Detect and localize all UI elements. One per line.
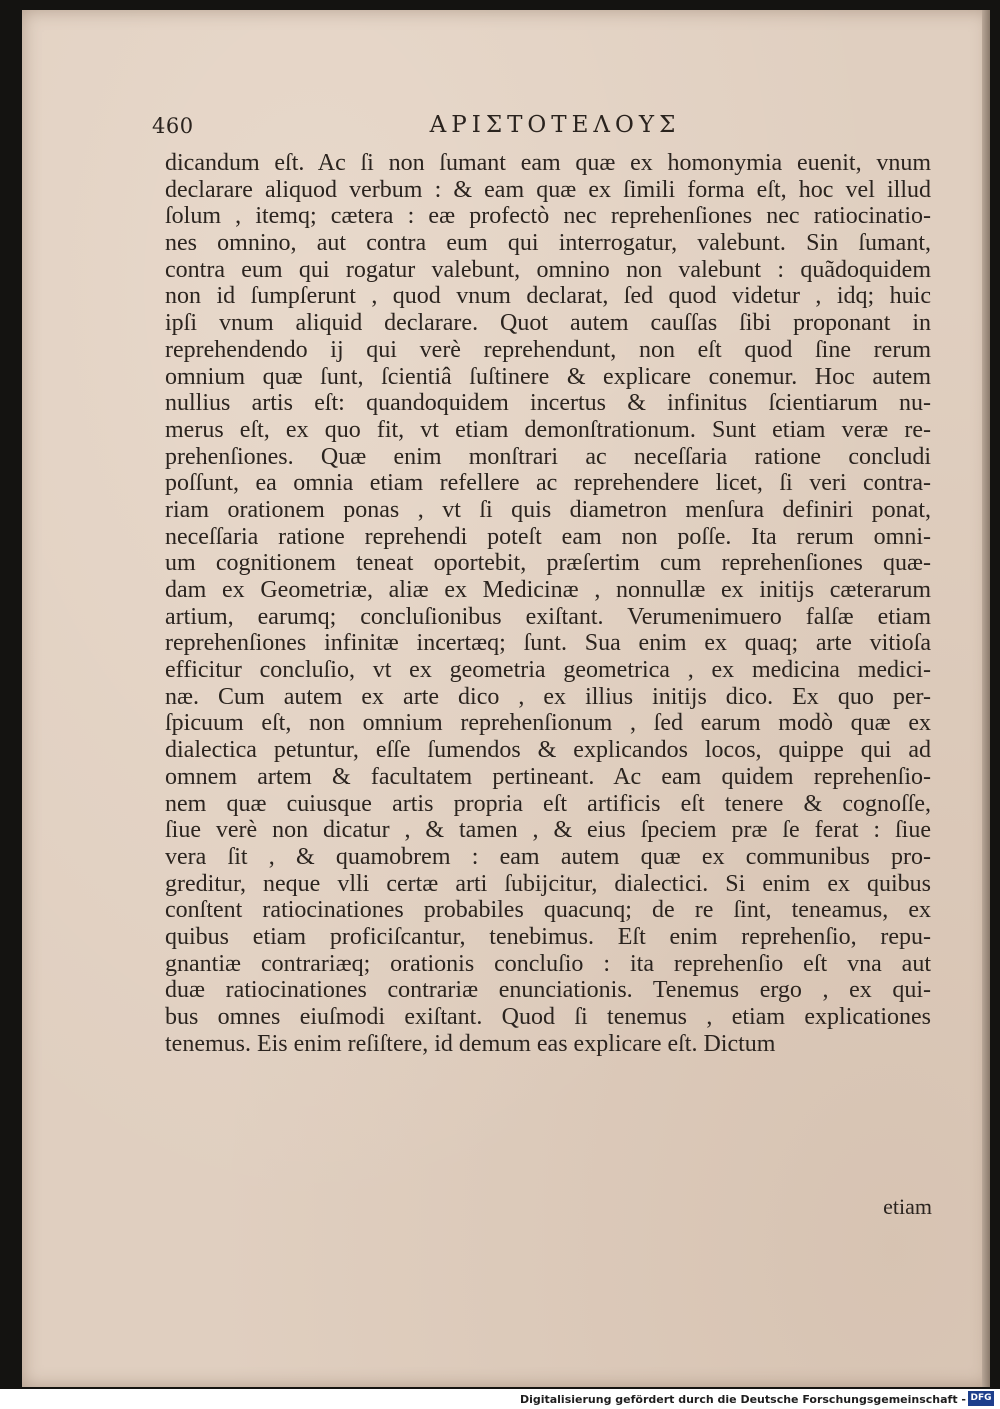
text-line: riam orationem ponas , vt ſi quis diametron menſura definiri ponat, (165, 496, 931, 523)
text-line: omnium quæ ſunt, ſcientiâ ſuſtinere & explicare conemur. Hoc autem (165, 363, 931, 390)
text-line: conſtent ratiocinationes probabiles quacunq; de re ſint, teneamus, ex (165, 897, 931, 924)
text-line: omnem artem & facultatem pertineant. Ac eam quidem reprehenſio- (165, 763, 931, 790)
text-line: duæ ratiocinationes contrariæ enunciationis. Tenemus ergo , ex qui- (165, 977, 931, 1004)
text-line: tenemus. Eis enim reſiſtere, id demum eas explicare eſt. Dictum (165, 1030, 776, 1057)
text-line: quibus etiam proficiſcantur, tenebimus. Eſt enim reprehenſio, repu- (165, 923, 931, 950)
text-line: dialectica petuntur, eſſe ſumendos & explicandos locos, quippe qui ad (165, 737, 931, 764)
text-line: nes omnino, aut contra eum qui interrogatur, valebunt. Sin ſumant, (165, 230, 931, 257)
text-line: dam ex Geometriæ, aliæ ex Medicinæ , nonnullæ ex initijs cæterarum (165, 577, 931, 603)
catchword: etiam (883, 1194, 932, 1219)
text-line: reprehenſiones infinitæ incertæq; ſunt. Sua enim ex quaq; arte vitioſa (165, 630, 931, 657)
page-edge (982, 10, 990, 1387)
text-line: non id ſumpſerunt , quod vnum declarat, ſed quod videtur , idq; huic (165, 283, 931, 310)
text-line: poſſunt, ea omnia etiam refellere ac reprehendere licet, ſi veri contra- (165, 470, 931, 497)
text-line: dicandum eſt. Ac ſi non ſumant eam quæ ex homonymia euenit, vnum (165, 150, 931, 176)
text-line: contra eum qui rogatur valebunt, omnino non valebunt : quãdoquidem (165, 256, 931, 283)
text-line: prehenſiones. Quæ enim monſtrari ac neceſſaria ratione concludi (165, 443, 931, 470)
body-text (165, 150, 931, 1057)
text-line: nem quæ cuiusque artis propria eſt artificis eſt tenere & cognoſſe, (165, 790, 931, 817)
page-number: 460 (152, 114, 194, 138)
text-line: bus omnes eiuſmodi exiſtant. Quod ſi tenemus , etiam explicationes (165, 1004, 931, 1030)
text-line: efficitur concluſio, vt ex geometria geometrica , ex medicina medici- (165, 657, 931, 684)
text-line: ſpicuum eſt, non omnium reprehenſionum , ſed earum modò quæ ex (165, 710, 931, 737)
text-line: neceſſaria ratione reprehendi poteſt eam non poſſe. Ita rerum omni- (165, 523, 931, 550)
text-line: merus eſt, ex quo fit, vt etiam demonſtrationum. Sunt etiam veræ re- (165, 416, 931, 443)
footer-credit: Digitalisierung gefördert durch die Deutsche Forschungsgemeinschaft - (519, 1393, 966, 1406)
text-line: greditur, neque vlli certæ arti ſubijcitur, dialectici. Si enim ex quibus (165, 870, 931, 897)
dfg-logo: DFG (968, 1391, 994, 1406)
text-line: nullius artis eſt: quandoquidem incertus & infinitus ſcientiarum nu- (165, 390, 931, 417)
text-line: artium, earumq; concluſionibus exiſtant. Verumenimuero falſæ etiam (165, 603, 931, 630)
text-line: um cognitionem teneat oportebit, præſertim cum reprehenſiones quæ- (165, 550, 931, 577)
running-head: ΑΡΙΣΤΟΤΕΛΟΥΣ (429, 112, 681, 138)
text-line: ſiue verè non dicatur , & tamen , & eius ſpeciem præ ſe ferat : ſiue (165, 817, 931, 844)
text-line: gnantiæ contrariæq; orationis concluſio : ita reprehenſio eſt vna aut (165, 950, 931, 977)
text-line: declarare aliquod verbum : & eam quæ ex ſimili forma eſt, hoc vel illud (165, 176, 931, 203)
text-line: vera ſit , & quamobrem : eam autem quæ ex communibus pro- (165, 843, 931, 870)
text-line: ſolum , itemq; cætera : eæ profectò nec reprehenſiones nec ratiocinatio- (165, 203, 931, 230)
text-line: næ. Cum autem ex arte dico , ex illius initijs dico. Ex quo per- (165, 683, 931, 710)
text-line: reprehendendo ij qui verè reprehendunt, non eſt quod ſine rerum (165, 336, 931, 363)
text-line: ipſi vnum aliquid declarare. Quot autem cauſſas ſibi proponant in (165, 310, 931, 337)
